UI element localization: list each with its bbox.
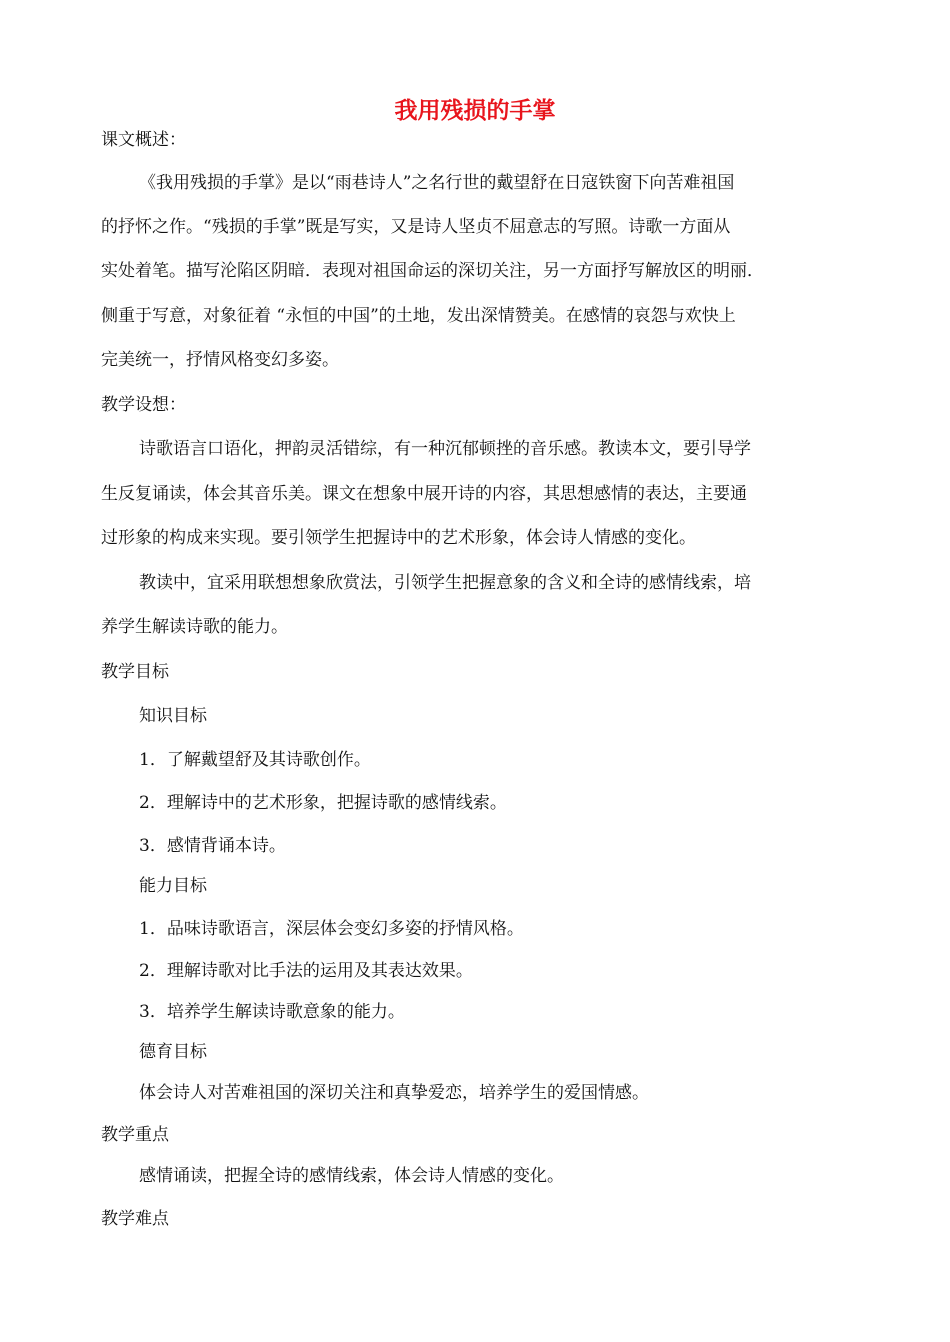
knowledge-item-3: 3．感情背诵本诗。 [139,836,286,856]
moral-text: 体会诗人对苦难祖国的深切关注和真挚爱恋，培养学生的爱国情感。 [139,1083,649,1103]
design-para1-line-3: 过形象的构成来实现。要引领学生把握诗中的艺术形象，体会诗人情感的变化。 [101,528,696,548]
design-para2-line-2: 养学生解读诗歌的能力。 [101,617,288,637]
design-para1-line-2: 生反复诵读，体会其音乐美。课文在想象中展开诗的内容，其思想感情的表达，主要通 [101,484,747,504]
key-points-text: 感情诵读，把握全诗的感情线索，体会诗人情感的变化。 [139,1166,564,1186]
overview-heading: 课文概述： [101,130,186,150]
design-para1-line-1: 诗歌语言口语化，押韵灵活错综，有一种沉郁顿挫的音乐感。教读本文，要引导学 [139,439,751,459]
objectives-heading: 教学目标 [101,662,169,682]
design-heading: 教学设想： [101,395,186,415]
knowledge-item-1: 1．了解戴望舒及其诗歌创作。 [139,750,371,770]
key-points-heading: 教学重点 [101,1125,169,1145]
knowledge-heading: 知识目标 [139,706,207,726]
page-title: 我用残损的手掌 [394,98,556,124]
ability-item-3: 3．培养学生解读诗歌意象的能力。 [139,1002,405,1022]
overview-line-1: 《我用残损的手掌》是以“雨巷诗人”之名行世的戴望舒在日寇铁窗下向苦难祖国 [139,173,735,193]
overview-line-3: 实处着笔。描写沦陷区阴暗．表现对祖国命运的深切关注，另一方面抒写解放区的明丽． [101,261,764,281]
ability-item-1: 1．品味诗歌语言，深层体会变幻多姿的抒情风格。 [139,919,524,939]
overview-line-2: 的抒怀之作。“残损的手掌”既是写实，又是诗人坚贞不屈意志的写照。诗歌一方面从 [101,217,731,237]
overview-line-4: 侧重于写意，对象征着 “永恒的中国”的土地，发出深情赞美。在感情的哀怨与欢快上 [101,306,736,326]
design-para2-line-1: 教读中，宜采用联想想象欣赏法，引领学生把握意象的含义和全诗的感情线索，培 [139,573,751,593]
ability-item-2: 2．理解诗歌对比手法的运用及其表达效果。 [139,961,473,981]
overview-line-5: 完美统一，抒情风格变幻多姿。 [101,350,339,370]
ability-heading: 能力目标 [139,876,207,896]
knowledge-item-2: 2．理解诗中的艺术形象，把握诗歌的感情线索。 [139,793,507,813]
difficulties-heading: 教学难点 [101,1209,169,1229]
moral-heading: 德育目标 [139,1042,207,1062]
